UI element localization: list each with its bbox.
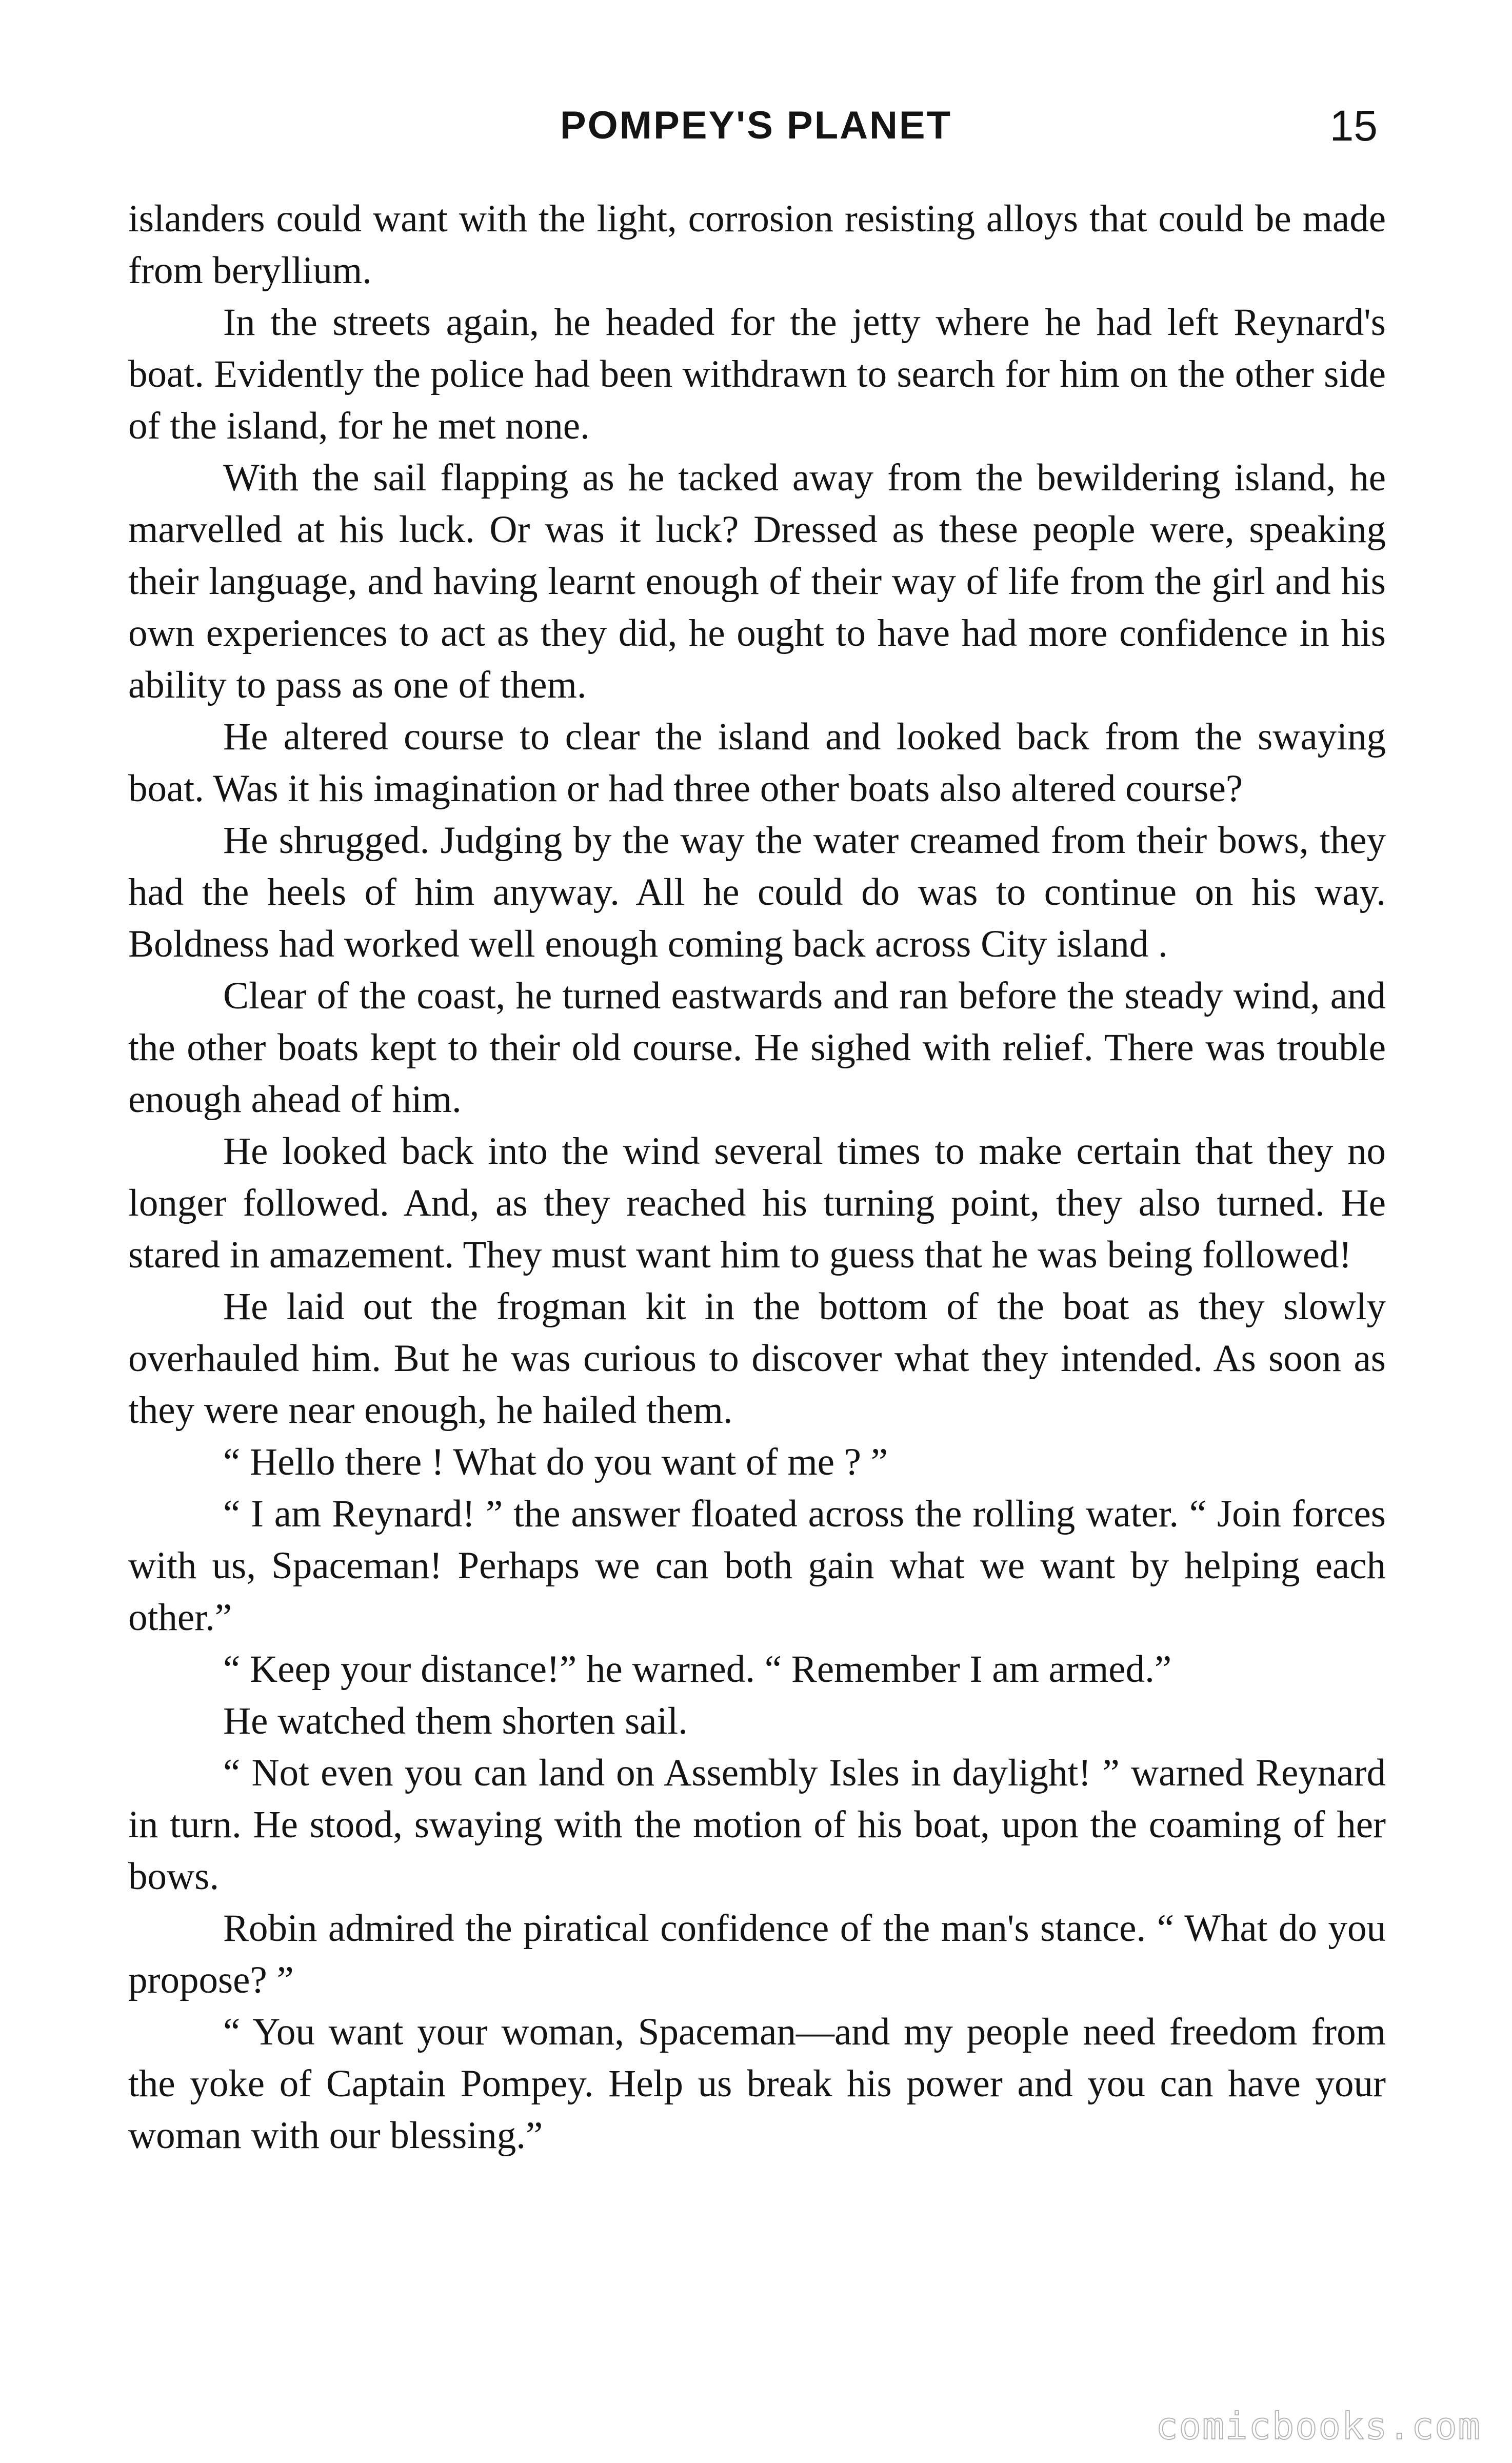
dialogue-paragraph: “ You want your woman, Spaceman—and my people need freedom from the yoke of Captain Pompey. Help us break his power and you can have your woman with our blessing.”: [128, 2011, 1386, 2157]
page-number: 15: [1329, 102, 1378, 150]
paragraph: He altered course to clear the island and looked back from the swaying boat. Was it his imagination or had three other boats also altered course?: [128, 716, 1386, 810]
running-title: POMPEY'S PLANET: [560, 104, 952, 147]
paragraph: He looked back into the wind several times to make certain that they no longer followed. And, as they reached his turning point, they also turned. He stared in amazement. They must want him to guess that he was being followed!: [128, 1130, 1386, 1276]
dialogue-paragraph: “ Hello there ! What do you want of me ? ”: [223, 1441, 888, 1483]
page-header: [0, 100, 1512, 156]
dialogue-paragraph: “ I am Reynard! ” the answer floated across the rolling water. “ Join forces with us, Spaceman! Perhaps we can both gain what we want by helping each other.”: [128, 1493, 1386, 1639]
watermark: comicbooks.com: [1156, 2405, 1481, 2448]
body-text: [128, 193, 1386, 2161]
paragraph: Robin admired the piratical confidence of the man's stance. “ What do you propose? ”: [128, 1907, 1386, 2001]
paragraph: In the streets again, he headed for the jetty where he had left Reynard's boat. Evidently the police had been withdrawn to search for him on the other side of the island, for he met none.: [128, 301, 1386, 447]
paragraph: With the sail flapping as he tacked away from the bewildering island, he marvelled at his luck. Or was it luck? Dressed as these people were, speaking their language, and having learnt enough of their way of life from the girl and his own experiences to act as they did, he ought to have had more confidence in his ability to pass as one of them.: [128, 456, 1386, 706]
paragraph: He laid out the frogman kit in the bottom of the boat as they slowly overhauled him. But he was curious to discover what they intended. As soon as they were near enough, he hailed them.: [128, 1285, 1386, 1432]
dialogue-paragraph: “ Not even you can land on Assembly Isles in daylight! ” warned Reynard in turn. He stood, swaying with the motion of his boat, upon the coaming of her bows.: [128, 1752, 1386, 1898]
paragraph: He shrugged. Judging by the way the water creamed from their bows, they had the heels of him anyway. All he could do was to continue on his way. Boldness had worked well enough coming back across City island .: [128, 819, 1386, 965]
paragraph: Clear of the coast, he turned eastwards and ran before the steady wind, and the other boats kept to their old course. He sighed with relief. There was trouble enough ahead of him.: [128, 975, 1386, 1121]
dialogue-paragraph: “ Keep your distance!” he warned. “ Remember I am armed.”: [223, 1648, 1172, 1691]
paragraph: islanders could want with the light, corrosion resisting alloys that could be made from beryllium.: [128, 197, 1386, 292]
paragraph: He watched them shorten sail.: [223, 1700, 688, 1742]
